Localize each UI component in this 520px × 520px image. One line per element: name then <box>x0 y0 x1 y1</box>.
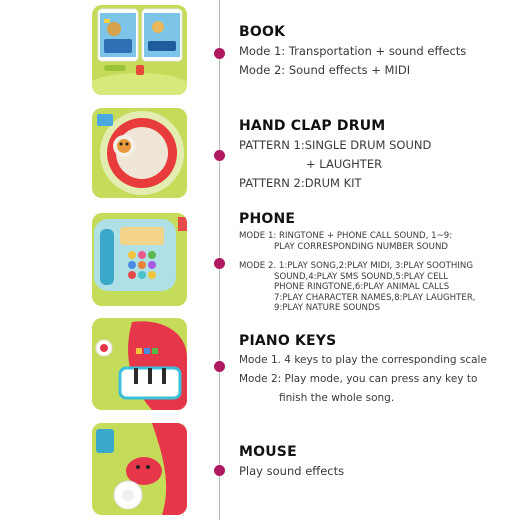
mouse-description: Play sound effects <box>239 464 345 478</box>
piano-mode-1: Mode 1. 4 keys to play the corresponding scale <box>239 354 487 366</box>
drum-title: HAND CLAP DRUM <box>239 118 386 134</box>
drum-pattern-1-continued: + LAUGHTER <box>306 157 383 171</box>
timeline-dot-phone <box>214 258 225 269</box>
phone-mode-2-line-5: 9:PLAY NATURE SOUNDS <box>274 303 381 313</box>
section-piano <box>239 332 514 408</box>
timeline-dot-drum <box>214 150 225 161</box>
section-drum <box>239 117 514 193</box>
book-mode-2: Mode 2: Sound effects + MIDI <box>239 63 411 77</box>
phone-mode-2-line-3: PHONE RINGTONE,6:PLAY ANIMAL CALLS <box>274 282 450 292</box>
phone-mode-2: MODE 2. 1:PLAY SONG,2:PLAY MIDI, 3:PLAY SOOTHING <box>239 261 473 271</box>
drum-photo-icon <box>92 108 187 198</box>
phone-mode-1-continued: PLAY CORRESPONDING NUMBER SOUND <box>274 241 449 252</box>
piano-photo-icon <box>92 318 187 410</box>
mouse-title: MOUSE <box>239 444 297 460</box>
piano-mode-2: Mode 2: Play mode, you can press any key to <box>239 373 478 385</box>
phone-title: PHONE <box>239 211 296 227</box>
book-mode-1: Mode 1: Transportation + sound effects <box>239 44 467 58</box>
timeline-dot-book <box>214 48 225 59</box>
timeline-dot-piano <box>214 361 225 372</box>
timeline-dot-mouse <box>214 465 225 476</box>
phone-photo-icon <box>92 213 187 306</box>
section-mouse <box>239 443 514 481</box>
piano-mode-2-continued: finish the whole song. <box>279 392 395 404</box>
phone-mode-2-line-2: SOUND,4:PLAY SMS SOUND,5:PLAY CELL <box>274 271 449 282</box>
drum-pattern-2: PATTERN 2:DRUM KIT <box>239 176 362 190</box>
section-phone <box>239 210 514 314</box>
mouse-photo-icon <box>92 423 187 515</box>
section-book <box>239 23 514 80</box>
book-photo-icon <box>92 5 187 95</box>
drum-pattern-1: PATTERN 1:SINGLE DRUM SOUND <box>239 138 432 152</box>
piano-title: PIANO KEYS <box>239 333 337 349</box>
book-title: BOOK <box>239 24 286 40</box>
phone-mode-2-line-4: 7:PLAY CHARACTER NAMES,8:PLAY LAUGHTER, <box>274 292 476 303</box>
phone-mode-1: MODE 1: RINGTONE + PHONE CALL SOUND, 1~9: <box>239 231 453 241</box>
